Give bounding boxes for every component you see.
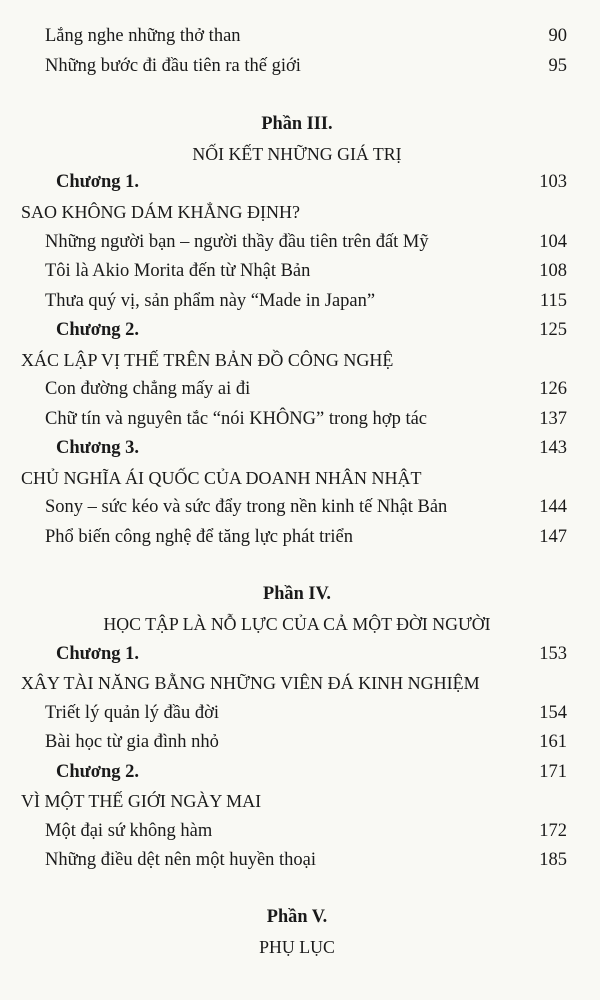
chapter-heading bbox=[0, 758, 600, 786]
chapter-title bbox=[0, 787, 600, 815]
chapter-title bbox=[0, 464, 600, 492]
chapter-heading bbox=[0, 316, 600, 344]
page-number: 90 bbox=[548, 26, 567, 46]
page-number: 108 bbox=[539, 261, 567, 281]
page-number: 115 bbox=[539, 291, 567, 311]
page-number: 126 bbox=[539, 379, 567, 399]
page-number: 143 bbox=[539, 438, 567, 458]
chapter-label: Chương 3. bbox=[56, 438, 140, 458]
toc-entry bbox=[0, 287, 600, 315]
page-number: 161 bbox=[539, 732, 567, 752]
page-number: 153 bbox=[539, 644, 567, 664]
toc-entry bbox=[0, 728, 600, 756]
part-label: Phần IV. bbox=[263, 584, 331, 604]
entry-title: Những điều dệt nên một huyền thoại bbox=[45, 850, 317, 870]
part-title-text: PHỤ LỤC bbox=[259, 937, 335, 957]
chapter-label: Chương 2. bbox=[56, 762, 140, 782]
entry-title: Những bước đi đầu tiên ra thế giới bbox=[45, 56, 301, 76]
chapter-heading bbox=[0, 168, 600, 196]
entry-title: Bài học từ gia đình nhỏ bbox=[45, 732, 219, 752]
toc-entry bbox=[0, 52, 600, 80]
toc-entry bbox=[0, 228, 600, 256]
toc-entry bbox=[0, 846, 600, 874]
chapter-title-text: VÌ MỘT THẾ GIỚI NGÀY MAI bbox=[21, 791, 262, 811]
toc-entry bbox=[0, 375, 600, 403]
chapter-heading bbox=[0, 434, 600, 462]
toc-entry bbox=[0, 699, 600, 727]
chapter-title bbox=[0, 346, 600, 374]
toc-entry bbox=[0, 22, 600, 50]
page-number: 125 bbox=[539, 320, 567, 340]
part-label: Phần III. bbox=[261, 114, 333, 134]
part-title bbox=[0, 140, 600, 168]
page-number: 147 bbox=[539, 527, 567, 547]
toc-entry bbox=[0, 493, 600, 521]
page-number: 104 bbox=[539, 232, 567, 252]
part-heading bbox=[0, 110, 600, 138]
part-heading bbox=[0, 903, 600, 931]
page-number: 185 bbox=[539, 850, 567, 870]
part-title bbox=[0, 610, 600, 638]
page-number: 144 bbox=[539, 497, 567, 517]
part-title-text: NỐI KẾT NHỮNG GIÁ TRỊ bbox=[192, 144, 402, 164]
entry-title: Phổ biến công nghệ để tăng lực phát triển bbox=[45, 527, 354, 547]
toc-entry bbox=[0, 257, 600, 285]
part-title bbox=[0, 933, 600, 961]
entry-title: Tôi là Akio Morita đến từ Nhật Bản bbox=[45, 261, 311, 281]
chapter-title-text: XÂY TÀI NĂNG BẰNG NHỮNG VIÊN ĐÁ KINH NGHIỆM bbox=[21, 673, 480, 693]
page-number: 154 bbox=[539, 703, 567, 723]
page-number: 171 bbox=[539, 762, 567, 782]
chapter-label: Chương 1. bbox=[56, 644, 140, 664]
toc-entry bbox=[0, 817, 600, 845]
part-title-text: HỌC TẬP LÀ NỖ LỰC CỦA CẢ MỘT ĐỜI NGƯỜI bbox=[103, 614, 491, 634]
page-number: 103 bbox=[539, 172, 567, 192]
entry-title: Lắng nghe những thở than bbox=[45, 26, 241, 46]
entry-title: Con đường chẳng mấy ai đi bbox=[45, 379, 251, 399]
chapter-title bbox=[0, 669, 600, 697]
page-number: 172 bbox=[539, 821, 567, 841]
entry-title: Thưa quý vị, sản phẩm này “Made in Japan” bbox=[45, 291, 376, 311]
entry-title: Sony – sức kéo và sức đẩy trong nền kinh tế Nhật Bản bbox=[45, 497, 448, 517]
page-number: 137 bbox=[539, 409, 567, 429]
chapter-title-text: SAO KHÔNG DÁM KHẲNG ĐỊNH? bbox=[21, 202, 300, 222]
chapter-title bbox=[0, 198, 600, 226]
chapter-title-text: CHỦ NGHĨA ÁI QUỐC CỦA DOANH NHÂN NHẬT bbox=[21, 468, 422, 488]
toc-entry bbox=[0, 523, 600, 551]
entry-title: Triết lý quản lý đầu đời bbox=[45, 703, 220, 723]
part-heading bbox=[0, 580, 600, 608]
chapter-label: Chương 1. bbox=[56, 172, 140, 192]
page-number: 95 bbox=[548, 56, 567, 76]
toc-entry bbox=[0, 405, 600, 433]
chapter-heading bbox=[0, 640, 600, 668]
entry-title: Một đại sứ không hàm bbox=[45, 821, 213, 841]
part-label: Phần V. bbox=[266, 907, 328, 927]
entry-title: Chữ tín và nguyên tắc “nói KHÔNG” trong hợp tác bbox=[45, 409, 428, 429]
chapter-label: Chương 2. bbox=[56, 320, 140, 340]
chapter-title-text: XÁC LẬP VỊ THẾ TRÊN BẢN ĐỒ CÔNG NGHỆ bbox=[21, 350, 394, 370]
entry-title: Những người bạn – người thầy đầu tiên trên đất Mỹ bbox=[45, 232, 429, 252]
